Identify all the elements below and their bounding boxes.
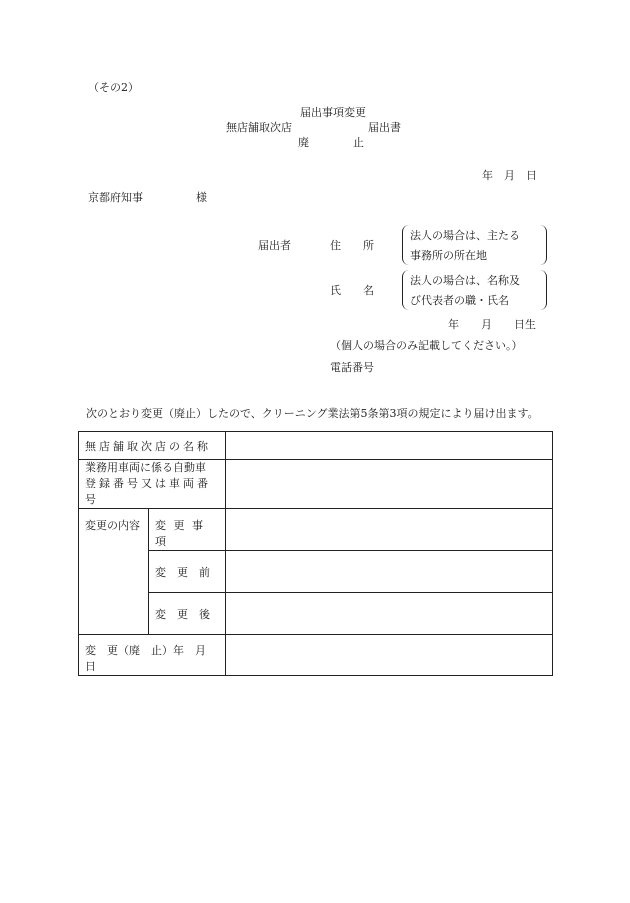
name-label: 氏 名 xyxy=(330,284,374,297)
table-row xyxy=(79,551,553,593)
vehicle-number-label xyxy=(79,460,226,509)
after-change-field[interactable] xyxy=(226,593,553,635)
individual-note: （個人の場合のみ記載してください。） xyxy=(330,339,523,352)
statement: 次のとおり変更（廃止）したので、クリーニング業法第5条第3項の規定により届け出ます。 xyxy=(86,407,539,420)
address-label: 住 所 xyxy=(330,239,374,252)
name-note-line-2: び代表者の職・氏名 xyxy=(410,294,509,307)
before-change-field[interactable] xyxy=(226,551,553,593)
table-row xyxy=(79,635,553,676)
title-line-2-right: 届出書 xyxy=(368,121,401,134)
birth-date: 年 月 日生 xyxy=(448,318,536,331)
table-row xyxy=(79,432,553,460)
after-change-label: 変 更 後 xyxy=(149,593,226,635)
vehicle-number-label-line-2: 登録番号又は車両番号 xyxy=(85,477,211,506)
addressee: 京都府知事 xyxy=(88,191,143,204)
addressee-honorific: 様 xyxy=(196,191,207,204)
address-note-line-1: 法人の場合は、主たる xyxy=(410,229,520,242)
change-content-label: 変更の内容 xyxy=(79,509,149,635)
table-row xyxy=(79,509,553,551)
name-note-line-1: 法人の場合は、名称及 xyxy=(410,274,520,287)
change-date-label: 変 更（廃 止）年 月 日 xyxy=(79,635,226,676)
title-line-3: 廃 止 xyxy=(298,136,364,149)
shop-name-label: 無店舗取次店の名称 xyxy=(79,432,226,460)
change-item-label: 変 更 事 項 xyxy=(149,509,226,551)
change-item-field[interactable] xyxy=(226,509,553,551)
table-row xyxy=(79,593,553,635)
title-line-2-left: 無店舗取次店 xyxy=(226,121,292,134)
change-date-field[interactable] xyxy=(226,635,553,676)
applicant-label: 届出者 xyxy=(258,239,291,252)
date-line: 年 月 日 xyxy=(482,169,537,182)
form-table xyxy=(78,431,553,676)
vehicle-number-field[interactable] xyxy=(226,460,553,509)
title-line-1: 届出事項変更 xyxy=(300,106,366,119)
form-number: （その2） xyxy=(88,81,139,94)
table-row xyxy=(79,460,553,509)
vehicle-number-label-line-1: 業務用車両に係る自動車 xyxy=(85,461,206,474)
address-note-line-2: 事務所の所在地 xyxy=(410,249,487,262)
before-change-label: 変 更 前 xyxy=(149,551,226,593)
shop-name-field[interactable] xyxy=(226,432,553,460)
phone-label: 電話番号 xyxy=(330,361,374,374)
